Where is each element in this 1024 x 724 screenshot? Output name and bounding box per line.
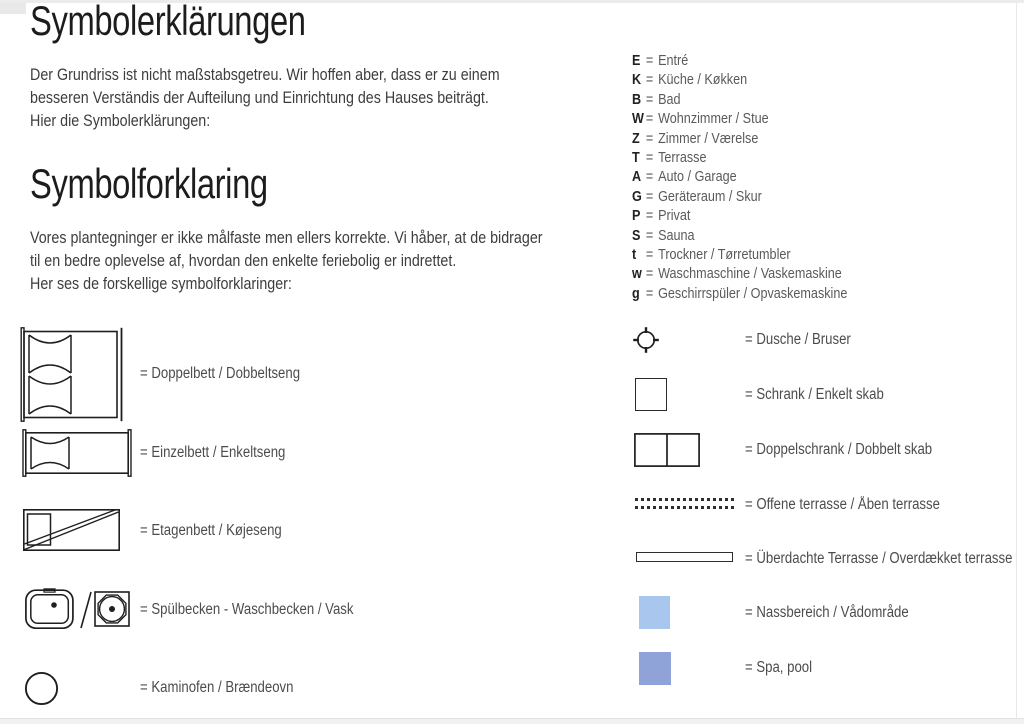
room-code-letter: G: [632, 188, 642, 205]
equals-sign: =: [645, 285, 654, 302]
room-code-label: Trockner / Tørretumbler: [658, 246, 791, 263]
room-code-row: [632, 110, 847, 129]
equals-sign: =: [645, 266, 654, 283]
room-code-row: [632, 52, 847, 71]
bunk-bed-label: = Etagenbett / Køjeseng: [140, 522, 282, 539]
room-code-letter: g: [632, 285, 640, 302]
equals-sign: =: [645, 91, 654, 108]
equals-sign: =: [645, 53, 654, 69]
double-cabinet-label: = Doppelschrank / Dobbelt skab: [745, 441, 933, 458]
spa-pool-label: = Spa, pool: [745, 659, 813, 676]
equals-sign: =: [645, 188, 654, 205]
equals-sign: =: [645, 169, 654, 186]
room-code-row: [632, 285, 847, 304]
danish-title: Symbolforklaring: [30, 160, 268, 207]
room-code-label: Geschirrspüler / Opvaskemaskine: [658, 285, 848, 302]
room-code-row: [632, 227, 847, 246]
room-code-letter: A: [632, 169, 642, 186]
single-cabinet-icon: [635, 378, 667, 411]
room-code-label: Privat: [658, 208, 691, 225]
single-bed-icon: [22, 429, 132, 477]
equals-sign: =: [645, 130, 654, 147]
room-code-letter: w: [632, 266, 642, 283]
room-code-row: [632, 265, 847, 284]
room-code-row: [632, 149, 847, 168]
room-code-letter: B: [632, 91, 642, 108]
shower-icon: [630, 324, 662, 356]
single-bed-label: = Einzelbett / Enkeltseng: [140, 444, 286, 461]
room-code-letter: T: [632, 149, 640, 166]
room-code-row: [632, 91, 847, 110]
room-code-letter: t: [632, 246, 637, 263]
spa-pool-swatch: [639, 652, 671, 685]
room-code-label: Geräteraum / Skur: [658, 188, 762, 205]
covered-terrace-label: = Überdachte Terrasse / Overdækket terrasse: [745, 550, 1013, 567]
room-code-letter: Z: [632, 130, 640, 147]
paragraph-line: besseren Verständis der Aufteilung und Einrichtung des Hauses beiträgt.: [30, 88, 489, 107]
paragraph-line: Der Grundriss ist nicht maßstabsgetreu. Wir hoffen aber, dass er zu einem: [30, 65, 500, 84]
room-code-label: Küche / Køkken: [658, 72, 748, 89]
wood-stove-label: = Kaminofen / Brændeovn: [140, 679, 294, 696]
wet-area-label: = Nassbereich / Vådområde: [745, 604, 909, 621]
dotted-line: [635, 506, 735, 509]
paragraph-line: Hier die Symbolerklärungen:: [30, 111, 211, 130]
wood-stove-icon: [24, 671, 59, 706]
danish-intro-paragraph: [30, 226, 543, 295]
dotted-line: [635, 498, 735, 501]
room-code-label: Waschmaschine / Vaskemaskine: [658, 266, 842, 283]
shower-label: = Dusche / Bruser: [745, 331, 851, 348]
room-code-list: [632, 52, 847, 304]
paragraph-line: til en bedre oplevelse af, hvordan den enkelte feriebolig er indrettet.: [30, 251, 457, 270]
open-terrace-label: = Offene terrasse / Åben terrasse: [745, 496, 940, 513]
room-code-label: Zimmer / Værelse: [658, 130, 759, 147]
room-code-row: [632, 168, 847, 187]
sink-basin-label: = Spülbecken - Waschbecken / Vask: [140, 601, 354, 618]
equals-sign: =: [645, 227, 654, 244]
wet-area-swatch: [639, 596, 670, 629]
covered-terrace-icon: [636, 552, 733, 562]
single-cabinet-label: = Schrank / Enkelt skab: [745, 386, 884, 403]
room-code-label: Bad: [658, 91, 681, 108]
equals-sign: =: [645, 208, 654, 225]
bunk-bed-icon: [23, 509, 120, 551]
german-intro-paragraph: [30, 63, 500, 132]
equals-sign: =: [645, 246, 654, 263]
room-code-row: [632, 71, 847, 90]
page-edge-right: [1016, 3, 1017, 718]
double-bed-label: = Doppelbett / Dobbeltseng: [140, 365, 301, 382]
double-bed-icon: [20, 327, 125, 422]
paragraph-line: Vores plantegninger er ikke målfaste men ellers korrekte. Vi håber, at de bidrager: [30, 228, 543, 247]
room-code-label: Wohnzimmer / Stue: [658, 111, 769, 128]
page-edge-bottom: [0, 718, 1024, 724]
sink-basin-icons: [25, 588, 130, 630]
room-code-label: Terrasse: [658, 149, 707, 166]
room-code-row: [632, 130, 847, 149]
room-code-letter: E: [632, 53, 641, 69]
room-code-row: [632, 246, 847, 265]
equals-sign: =: [645, 72, 654, 89]
room-code-label: Entré: [658, 53, 689, 69]
room-code-letter: P: [632, 208, 641, 225]
room-code-letter: W: [632, 111, 644, 128]
double-cabinet-icon: [634, 433, 700, 467]
room-code-label: Sauna: [658, 227, 695, 244]
room-code-letter: K: [632, 72, 642, 89]
room-code-letter: S: [632, 227, 641, 244]
room-code-row: [632, 188, 847, 207]
room-code-label: Auto / Garage: [658, 169, 737, 186]
room-code-row: [632, 207, 847, 226]
open-terrace-icon: [635, 498, 735, 509]
german-title: Symbolerklärungen: [30, 0, 306, 44]
paragraph-line: Her ses de forskellige symbolforklaringer:: [30, 274, 292, 293]
equals-sign: =: [645, 149, 654, 166]
equals-sign: =: [645, 111, 654, 128]
